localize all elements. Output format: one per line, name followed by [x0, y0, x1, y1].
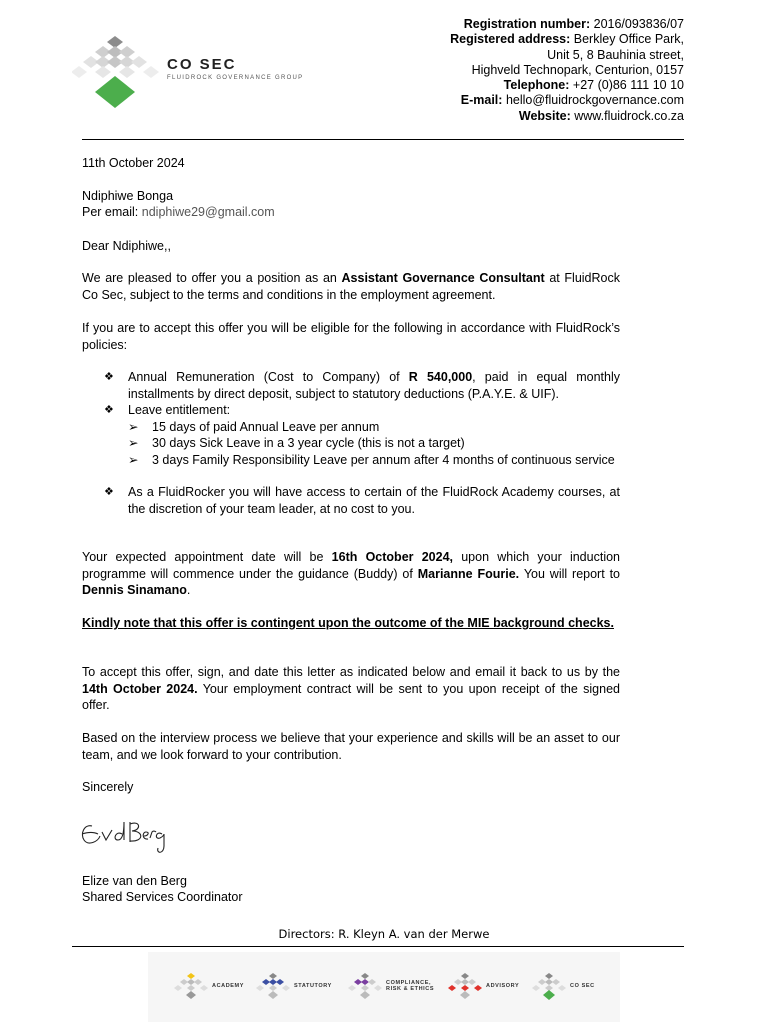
brand-advisory [448, 968, 519, 1004]
cosec-logo [72, 34, 302, 114]
arrow-bullet-icon: ➢ [128, 419, 139, 434]
b1-text-a: Annual Remuneration (Cost to Company) of [128, 370, 409, 384]
p5-text-c: Your employment contract will be sent to you upon receipt of the signed offer. [82, 681, 620, 712]
registration-block [364, 17, 684, 124]
p3-text-g: . [186, 583, 191, 597]
email-link[interactable]: hello@fluidrockgovernance.com [505, 93, 684, 108]
brand-academy-label: ACADEMY [212, 983, 245, 989]
benefit-remuneration [104, 369, 620, 402]
manager-name: Dennis Sinamano [82, 583, 187, 597]
address-value-1: Berkley Office Park, [573, 32, 684, 47]
paragraph-closing: Based on the interview process we believe that your experience and skills will be an asset to our team, and we look forward to your contribution. [82, 731, 620, 762]
buddy-name: Marianne Fourie. [417, 566, 520, 581]
statutory-logo-icon [256, 971, 290, 1001]
website-link[interactable]: www.fluidrock.co.za [574, 108, 684, 123]
arrow-bullet-icon: ➢ [128, 436, 139, 450]
recipient-email-link[interactable]: ndiphiwe29@gmail.com [141, 205, 275, 219]
reg-number-value: 2016/093836/07 [593, 17, 684, 31]
accept-deadline: 14th October 2024. [82, 681, 198, 696]
leave-annual-text: 15 days of paid Annual Leave per annum [152, 419, 380, 434]
p3-text-c: upon which your induction programme will commence under the guidance (Buddy) of [82, 550, 620, 581]
diamond-bullet-icon: ❖ [104, 404, 114, 416]
arrow-bullet-icon: ➢ [128, 452, 139, 467]
b1-text-c: , paid in equal monthly installments by direct deposit, subject to statutory deductions (P.A.Y.E. & UIF). [128, 370, 620, 401]
closing: Sincerely [82, 780, 134, 794]
footer-brands [148, 952, 620, 1022]
logo-mark [72, 36, 159, 108]
leave-family-text: 3 days Family Responsibility Leave per annum after 4 months of continuous service [152, 452, 615, 467]
recipient-name: Ndiphiwe Bonga [82, 189, 174, 203]
paragraph-accept [82, 664, 620, 714]
academy-text: As a FluidRocker you will have access to certain of the FluidRock Academy courses, at the discretion of your team leader, at no cost to you. [128, 485, 620, 516]
telephone-label: Telephone: [503, 78, 570, 93]
leave-sick [104, 435, 620, 452]
diamond-bullet-icon: ❖ [104, 486, 114, 498]
address-label: Registered address: [450, 32, 571, 47]
brand-cosec [532, 968, 595, 1004]
letter-date: 11th October 2024 [82, 156, 185, 170]
brand-compliance-label: COMPLIANCE, RISK & ETHICS [386, 980, 435, 992]
benefits-list [104, 369, 620, 517]
address-line-3: Highveld Technopark, Centurion, 0157 [471, 62, 684, 77]
compliance-logo-icon [348, 971, 382, 1001]
recipient-email-line [82, 204, 620, 221]
brand-cosec-label: CO SEC [570, 983, 595, 989]
p3-text-a: Your expected appointment date will be [82, 550, 332, 564]
p5-text-a: To accept this offer, sign, and date this letter as indicated below and email it back to us by the [82, 665, 620, 679]
signer-name: Elize van den Berg [82, 874, 187, 888]
email-label: E-mail: [460, 93, 503, 108]
diamond-bullet-icon: ❖ [104, 371, 114, 383]
contingency-note: Kindly note that this offer is contingent upon the outcome of the MIE background checks. [82, 616, 614, 630]
p1-text-c: at FluidRock Co Sec, subject to the terms and conditions in the employment agreement. [82, 271, 620, 302]
salary-amount: R 540,000 [408, 370, 473, 384]
reg-number-label: Registration number: [463, 17, 591, 31]
address-line-1 [364, 32, 684, 47]
brand-name: CO SEC [167, 56, 237, 73]
salutation: Dear Ndiphiwe,, [82, 239, 171, 253]
reg-number-line [364, 17, 684, 32]
email-line [364, 93, 684, 108]
website-line [364, 109, 684, 124]
paragraph-eligibility: If you are to accept this offer you will be eligible for the following in accordance with FluidRock’s policies: [82, 321, 620, 352]
leave-heading: Leave entitlement: [128, 403, 231, 417]
benefit-leave [104, 402, 620, 419]
p1-text-a: We are pleased to offer you a position as an [82, 271, 342, 285]
address-line-2: Unit 5, 8 Bauhinia street, [547, 47, 684, 62]
academy-logo-icon [174, 971, 208, 1001]
brand-academy [174, 968, 244, 1004]
header-divider [82, 139, 684, 140]
directors-line: Directors: R. Kleyn A. van der Merwe [278, 927, 490, 941]
advisory-logo-icon [448, 971, 482, 1001]
leave-family [104, 452, 620, 469]
signer-title: Shared Services Coordinator [82, 890, 243, 904]
appointment-date: 16th October 2024, [331, 550, 454, 564]
position-title: Assistant Governance Consultant [341, 271, 545, 285]
paragraph-offer [82, 270, 620, 303]
brand-compliance [348, 968, 440, 1004]
cosec-small-logo-icon [532, 971, 566, 1001]
footer-divider [72, 946, 684, 947]
brand-tagline: FLUIDROCK GOVERNANCE GROUP [167, 75, 304, 81]
signature-image [78, 812, 178, 860]
brand-statutory [256, 968, 332, 1004]
brand-statutory-label: STATUTORY [294, 983, 332, 989]
telephone-line [364, 78, 684, 93]
p3-text-e: You will report to [519, 566, 620, 581]
benefit-academy [104, 484, 620, 517]
leave-sick-text: 30 days Sick Leave in a 3 year cycle (this is not a target) [152, 436, 465, 450]
per-email-label: Per email: [82, 205, 139, 219]
brand-advisory-label: ADVISORY [486, 983, 520, 989]
leave-annual [104, 419, 620, 436]
paragraph-appointment [82, 549, 620, 599]
website-label: Website: [518, 108, 571, 123]
telephone-value: +27 (0)86 111 10 10 [572, 78, 684, 93]
